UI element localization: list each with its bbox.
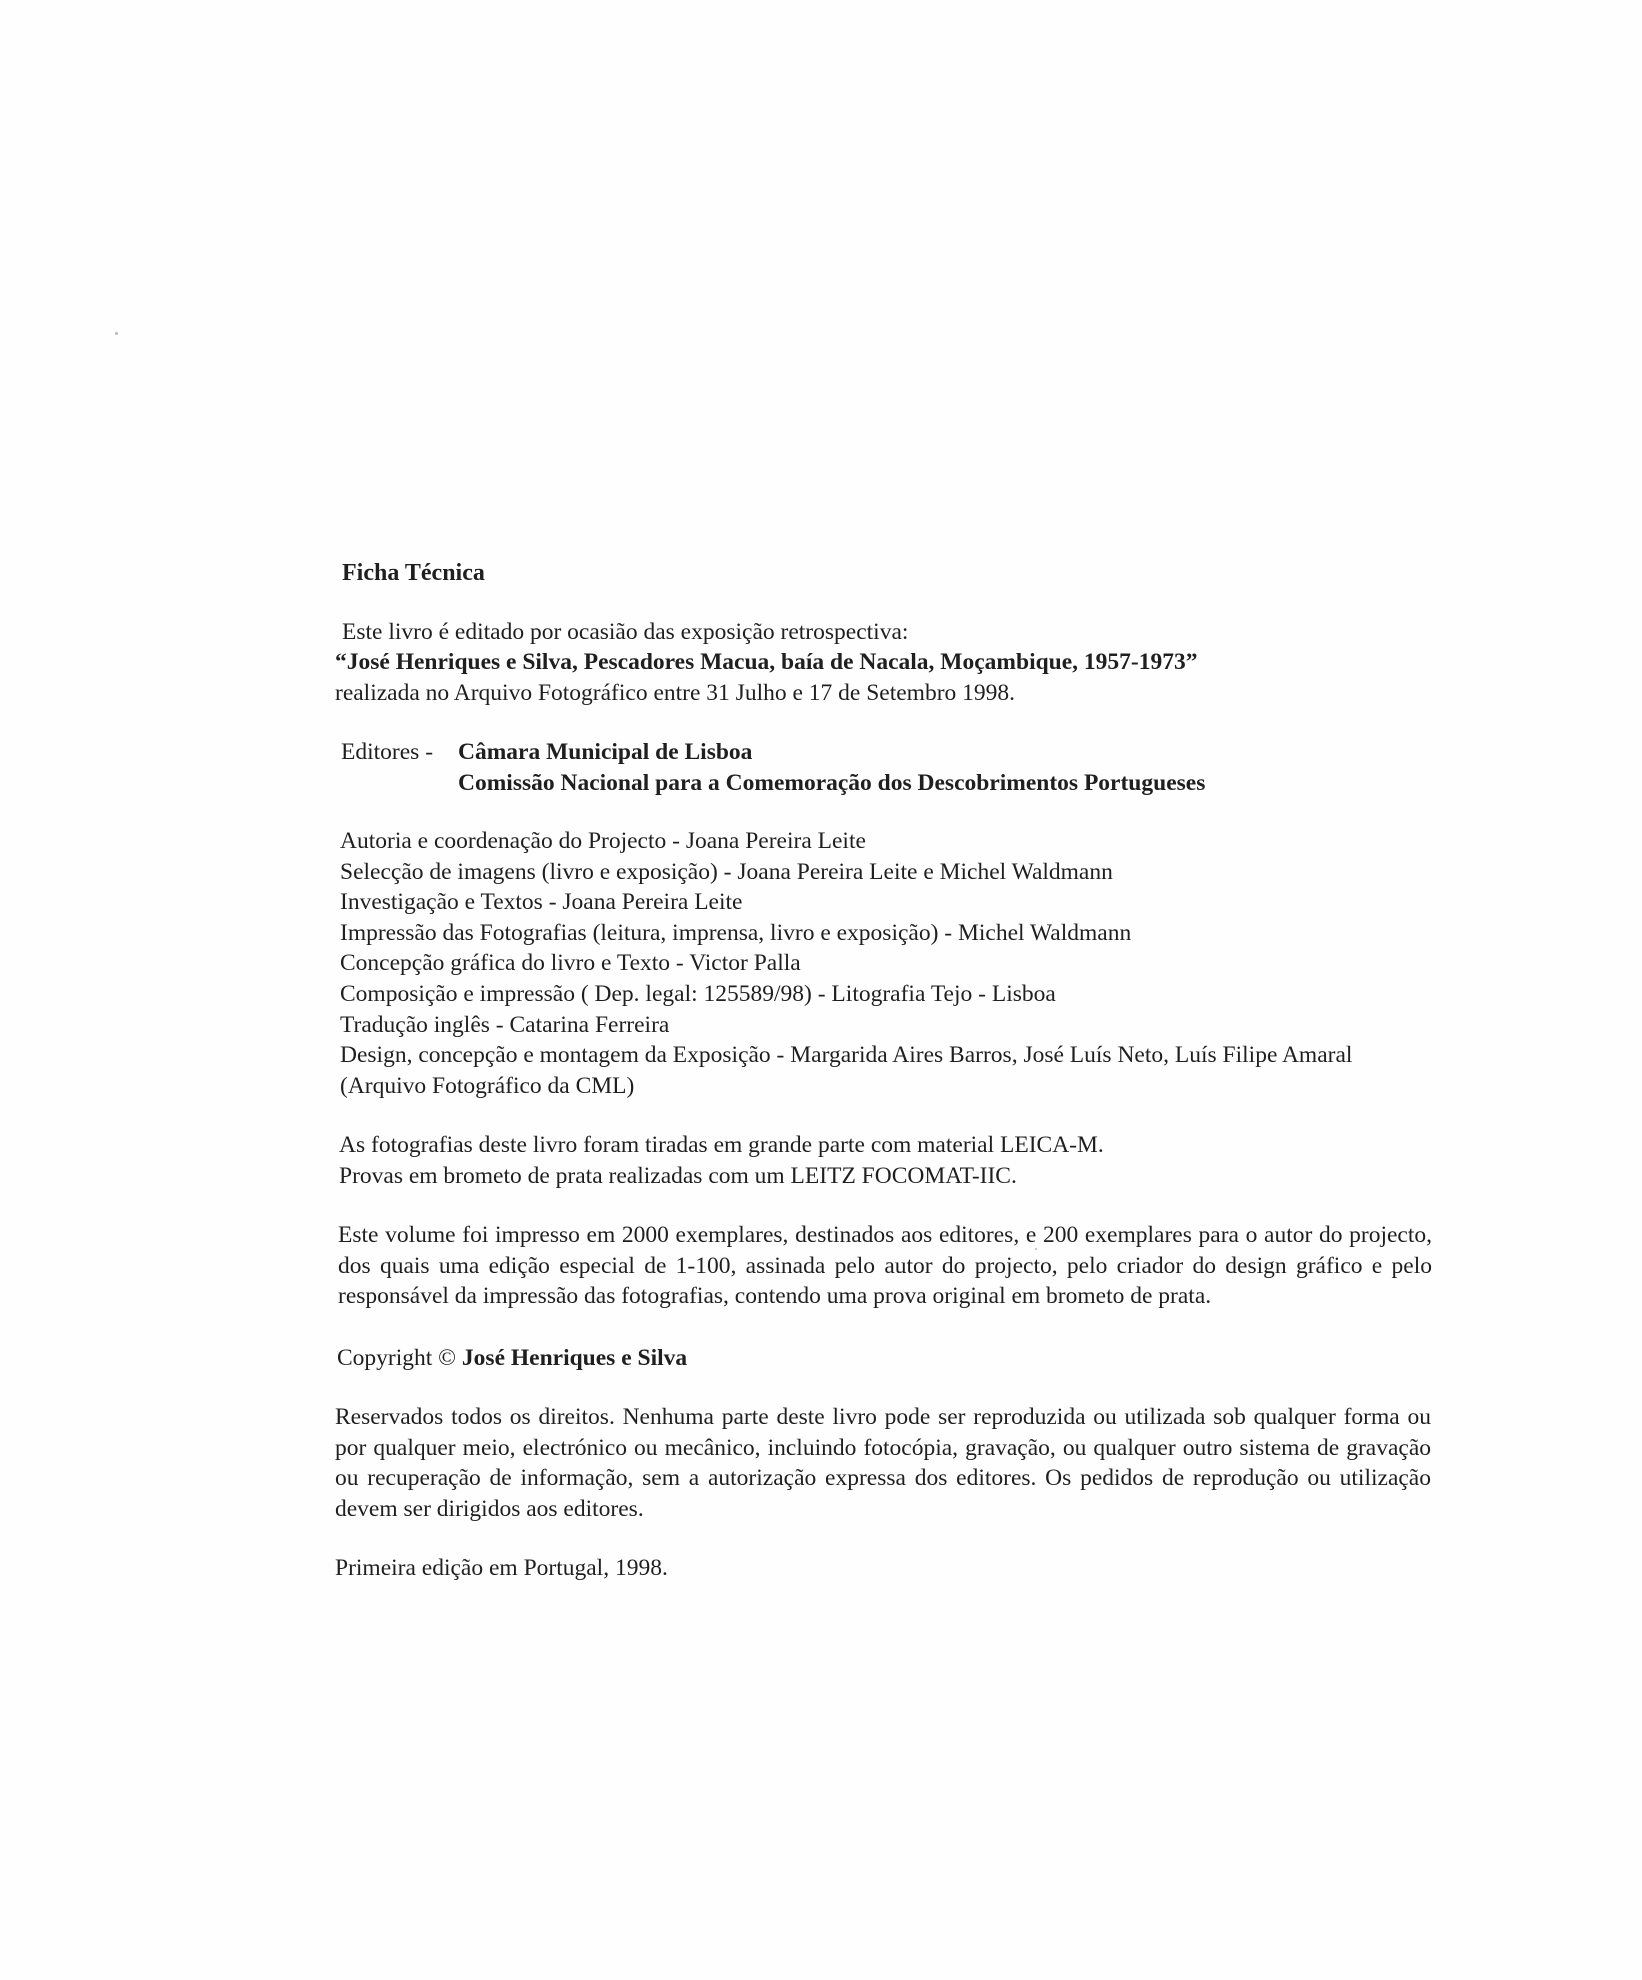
intro-line: Este livro é editado por ocasião das exposição retrospectiva: — [342, 618, 909, 645]
editors-block — [341, 737, 1435, 798]
exhibition-title: “José Henriques e Silva, Pescadores Macua, baía de Nacala, Moçambique, 1957-1973” — [335, 649, 1198, 675]
editor-name: Comissão Nacional para a Comemoração dos Descobrimentos Portugueses — [458, 769, 1206, 796]
edition-paragraph: Este volume foi impresso em 2000 exemplares, destinados aos editores, e 200 exemplares para o autor do projecto, dos quais uma edição especial de 1-100, assinada pelo autor do projecto, pelo criador do design gráfico e pelo responsável da impressão das fotografias, contendo uma prova original em brometo de prata. — [338, 1222, 1432, 1310]
paper-speck — [115, 332, 118, 335]
copyright-line — [337, 1343, 1435, 1374]
editors-label: Editores - — [341, 739, 434, 765]
credit-line: Investigação e Textos - Joana Pereira Leite — [340, 889, 743, 916]
equipment-line: As fotografias deste livro foram tiradas em grande parte com material LEICA-M. — [339, 1132, 1104, 1159]
credit-line: Autoria e coordenação do Projecto - Joana Pereira Leite — [340, 828, 866, 854]
credit-line: Impressão das Fotografias (leitura, imprensa, livro e exposição) - Michel Waldmann — [340, 919, 1132, 946]
credit-line: Design, concepção e montagem da Exposição - Margarida Aires Barros, José Luís Neto, Luís Filipe Amaral — [340, 1042, 1353, 1069]
credit-line: Selecção de imagens (livro e exposição) - Joana Pereira Leite e Michel Waldmann — [340, 858, 1113, 885]
colophon — [335, 558, 1435, 1584]
equipment-line: Provas em brometo de prata realizadas com um LEITZ FOCOMAT-IIC. — [339, 1162, 1017, 1189]
rights-paragraph: Reservados todos os direitos. Nenhuma parte deste livro pode ser reproduzida ou utilizada sob qualquer forma ou por qualquer meio, electrónico ou mecânico, incluindo fotocópia, gravação, ou qualquer outro sistema de gravação ou recuperação de informação, sem a autorização expressa dos editores. Os pedidos de reprodução ou utilização devem ser dirigidos aos editores. — [335, 1404, 1431, 1522]
copyright-prefix: Copyright © — [337, 1344, 462, 1371]
intro-line: realizada no Arquivo Fotográfico entre 31 Julho e 17 de Setembro 1998. — [335, 679, 1016, 706]
first-edition-line: Primeira edição em Portugal, 1998. — [335, 1555, 668, 1582]
credit-line: Concepção gráfica do livro e Texto - Victor Palla — [340, 950, 801, 977]
credit-line: Tradução inglês - Catarina Ferreira — [340, 1011, 670, 1038]
copyright-holder: José Henriques e Silva — [461, 1344, 688, 1371]
credits-list — [340, 826, 1435, 1101]
editor-name: Câmara Municipal de Lisboa — [458, 739, 753, 765]
page-title: Ficha Técnica — [342, 560, 485, 586]
credit-line: Composição e impressão ( Dep. legal: 125589/98) - Litografia Tejo - Lisboa — [340, 980, 1056, 1007]
credit-line: (Arquivo Fotográfico da CML) — [340, 1072, 635, 1099]
equipment-notes — [339, 1130, 1435, 1191]
intro-paragraph — [335, 617, 1435, 709]
